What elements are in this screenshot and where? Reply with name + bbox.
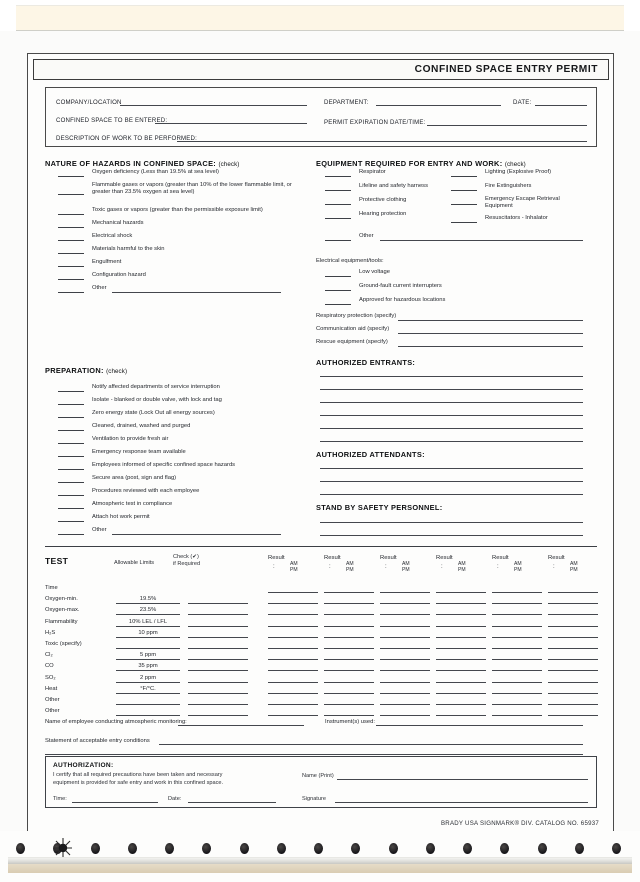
prep-label-0: Notify affected departments of service interruption xyxy=(92,384,220,390)
test-row-check-5[interactable] xyxy=(188,648,248,649)
result-header-1: Result xyxy=(324,555,341,561)
test-result-r11-c0[interactable] xyxy=(268,715,318,716)
header-info-box xyxy=(45,87,597,147)
test-result-r0-c5[interactable] xyxy=(548,592,598,593)
hazard-label-6: Engulfment xyxy=(92,259,122,265)
equipment-check-l3[interactable] xyxy=(325,218,351,219)
test-row-check-3[interactable] xyxy=(188,626,248,627)
test-result-r6-c4[interactable] xyxy=(492,659,542,660)
authorization-date-input[interactable] xyxy=(188,802,276,803)
test-result-r7-c4[interactable] xyxy=(492,670,542,671)
test-result-r9-c5[interactable] xyxy=(548,693,598,694)
label-date: DATE: xyxy=(513,99,532,106)
prep-label-7: Secure area (post, sign and flag) xyxy=(92,475,177,481)
respiratory-protection-label: Respiratory protection (specify) xyxy=(316,313,397,319)
test-result-r7-c3[interactable] xyxy=(436,670,486,671)
standby-heading: STAND BY SAFETY PERSONNEL: xyxy=(316,503,443,512)
hazard-check-1[interactable] xyxy=(58,194,84,195)
test-row-limit-2: 23.5% xyxy=(139,607,157,614)
equipment-check-r2[interactable] xyxy=(451,204,477,205)
punch-hole-12 xyxy=(463,843,472,854)
test-result-r3-c1[interactable] xyxy=(324,626,374,627)
equipment-check-r0[interactable] xyxy=(451,176,477,177)
test-result-r6-c0[interactable] xyxy=(268,659,318,660)
monitoring-employee-label: Name of employee conducting atmospheric monitoring: xyxy=(45,719,187,725)
punch-hole-10 xyxy=(389,843,398,854)
prep-label-5: Emergency response team available xyxy=(92,449,186,455)
test-row-check-10[interactable] xyxy=(188,704,248,705)
attendant-line-2[interactable] xyxy=(320,494,583,495)
monitoring-employee-input[interactable] xyxy=(178,725,304,726)
test-row-limit-7: 35 ppm xyxy=(138,663,158,670)
hazards-heading-note: (check) xyxy=(218,161,240,168)
test-row-check-8[interactable] xyxy=(188,682,248,683)
authorization-time-label: Time: xyxy=(53,796,67,802)
equipment-check-l0[interactable] xyxy=(325,176,351,177)
rescue-equipment-label: Rescue equipment (specify) xyxy=(316,339,388,345)
test-result-r2-c0[interactable] xyxy=(268,614,318,615)
result-ampm-0[interactable]: AM PM xyxy=(290,561,298,573)
prep-check-5[interactable] xyxy=(58,456,84,457)
test-result-r4-c5[interactable] xyxy=(548,637,598,638)
punch-hole-13 xyxy=(500,843,509,854)
test-result-r0-c3[interactable] xyxy=(436,592,486,593)
electrical-check-0[interactable] xyxy=(325,276,351,277)
test-result-r10-c3[interactable] xyxy=(436,704,486,705)
page-title: CONFINED SPACE ENTRY PERMIT xyxy=(414,64,598,75)
test-result-r4-c4[interactable] xyxy=(492,637,542,638)
test-row-name-11: Other xyxy=(45,708,60,715)
test-col-check-line1: Check (✔) xyxy=(173,554,199,560)
label-department: DEPARTMENT: xyxy=(324,99,369,106)
test-result-r9-c3[interactable] xyxy=(436,693,486,694)
authorization-signature-input[interactable] xyxy=(335,802,588,803)
prep-label-3: Cleaned, drained, washed and purged xyxy=(92,423,191,429)
test-result-r4-c0[interactable] xyxy=(268,637,318,638)
instruments-label: Instrument(s) used: xyxy=(325,719,375,725)
authorization-signature-label: Signature xyxy=(302,796,326,802)
punch-hole-9 xyxy=(351,843,360,854)
input-work-description[interactable] xyxy=(177,141,587,142)
test-result-r1-c0[interactable] xyxy=(268,603,318,604)
test-result-r0-c4[interactable] xyxy=(492,592,542,593)
equipment-label-l1: Lifeline and safety harness xyxy=(359,183,428,189)
equipment-check-r1[interactable] xyxy=(451,190,477,191)
test-result-r9-c4[interactable] xyxy=(492,693,542,694)
prep-check-6[interactable] xyxy=(58,469,84,470)
punch-hole-7 xyxy=(277,843,286,854)
test-result-r5-c0[interactable] xyxy=(268,648,318,649)
hazard-label-5: Materials harmful to the skin xyxy=(92,246,165,252)
test-row-name-7: CO xyxy=(45,663,54,670)
authorization-time-input[interactable] xyxy=(72,802,158,803)
test-result-r10-c4[interactable] xyxy=(492,704,542,705)
test-result-r6-c1[interactable] xyxy=(324,659,374,660)
input-date[interactable] xyxy=(535,105,587,106)
hazard-label-8: Other xyxy=(92,285,107,291)
electrical-heading: Electrical equipment/tools: xyxy=(316,258,384,264)
result-header-3: Result xyxy=(436,555,453,561)
test-row-limit-rule-4 xyxy=(116,637,180,638)
test-result-r3-c4[interactable] xyxy=(492,626,542,627)
hazards-heading xyxy=(45,159,239,168)
test-result-r7-c2[interactable] xyxy=(380,670,430,671)
punch-hole-6 xyxy=(240,843,249,854)
test-result-r9-c0[interactable] xyxy=(268,693,318,694)
authorization-heading: AUTHORIZATION: xyxy=(53,762,114,769)
statement-input-1[interactable] xyxy=(45,754,583,755)
test-result-r1-c2[interactable] xyxy=(380,603,430,604)
test-row-limit-rule-5 xyxy=(116,648,180,649)
top-cream-strip xyxy=(16,5,624,31)
test-row-limit-rule-10 xyxy=(116,704,180,705)
result-header-2: Result xyxy=(380,555,397,561)
equipment-check-other[interactable] xyxy=(325,240,351,241)
equipment-label-l3: Hearing protection xyxy=(359,211,407,217)
permit-sheet xyxy=(0,31,640,831)
test-row-limit-1: 19.5% xyxy=(139,596,157,603)
result-colon-0: : xyxy=(273,564,275,570)
result-header-4: Result xyxy=(492,555,509,561)
test-result-r11-c4[interactable] xyxy=(492,715,542,716)
result-colon-1: : xyxy=(329,564,331,570)
hazard-label-0: Oxygen deficiency (Less than 19.5% at sea level) xyxy=(92,169,219,175)
test-result-r2-c2[interactable] xyxy=(380,614,430,615)
label-confined-space: CONFINED SPACE TO BE ENTERED: xyxy=(56,117,168,124)
punch-hole-4 xyxy=(165,843,174,854)
result-ampm-5[interactable]: AM PM xyxy=(570,561,578,573)
communication-aid-input[interactable] xyxy=(398,333,583,334)
title-bar xyxy=(33,59,609,80)
electrical-label-0: Low voltage xyxy=(359,269,390,275)
test-row-name-6: Cl₂ xyxy=(45,652,53,659)
attendants-heading: AUTHORIZED ATTENDANTS: xyxy=(316,450,425,459)
punch-hole-0 xyxy=(16,843,25,854)
test-row-limit-9: °F/°C. xyxy=(140,685,156,692)
equipment-heading xyxy=(316,159,526,168)
test-result-r0-c2[interactable] xyxy=(380,592,430,593)
authorization-date-label: Date: xyxy=(168,796,182,802)
test-result-r11-c1[interactable] xyxy=(324,715,374,716)
hazard-check-0[interactable] xyxy=(58,176,84,177)
test-result-r5-c3[interactable] xyxy=(436,648,486,649)
punch-hole-5 xyxy=(202,843,211,854)
standby-line-1[interactable] xyxy=(320,535,583,536)
prep-label-11: Other xyxy=(92,527,107,533)
test-result-r2-c1[interactable] xyxy=(324,614,374,615)
test-result-r1-c1[interactable] xyxy=(324,603,374,604)
prep-label-8: Procedures reviewed with each employee xyxy=(92,488,200,494)
hazard-check-3[interactable] xyxy=(58,227,84,228)
test-result-r9-c1[interactable] xyxy=(324,693,374,694)
test-row-name-2: Oxygen-max. xyxy=(45,607,80,614)
test-result-r5-c4[interactable] xyxy=(492,648,542,649)
test-result-r6-c5[interactable] xyxy=(548,659,598,660)
test-col-check-line2: if Required xyxy=(173,561,201,567)
entrants-heading: AUTHORIZED ENTRANTS: xyxy=(316,358,416,367)
result-colon-4: : xyxy=(497,564,499,570)
test-result-r5-c5[interactable] xyxy=(548,648,598,649)
form-outer-frame xyxy=(27,53,614,838)
test-result-r2-c4[interactable] xyxy=(492,614,542,615)
hazard-label-7: Configuration hazard xyxy=(92,272,146,278)
preparation-heading-text: PREPARATION: xyxy=(45,366,104,375)
result-header-5: Result xyxy=(548,555,565,561)
equipment-check-l2[interactable] xyxy=(325,204,351,205)
test-result-r7-c5[interactable] xyxy=(548,670,598,671)
result-ampm-3[interactable]: AM PM xyxy=(458,561,466,573)
test-result-r2-c5[interactable] xyxy=(548,614,598,615)
input-confined-space[interactable] xyxy=(155,123,307,124)
entrant-line-5[interactable] xyxy=(320,441,583,442)
prep-check-2[interactable] xyxy=(58,417,84,418)
hazards-heading-text: NATURE OF HAZARDS IN CONFINED SPACE: xyxy=(45,159,217,168)
result-ampm-1[interactable]: AM PM xyxy=(346,561,354,573)
test-row-name-8: SO₂ xyxy=(45,674,56,681)
equipment-heading-text: EQUIPMENT REQUIRED FOR ENTRY AND WORK: xyxy=(316,159,503,168)
test-row-name-3: Flammability xyxy=(45,618,78,625)
test-result-r8-c4[interactable] xyxy=(492,682,542,683)
test-result-r11-c5[interactable] xyxy=(548,715,598,716)
test-result-r8-c5[interactable] xyxy=(548,682,598,683)
input-department[interactable] xyxy=(376,105,501,106)
test-row-limit-rule-1 xyxy=(116,603,180,604)
test-row-limit-3: 10% LEL / LFL xyxy=(128,618,168,625)
test-row-limit-rule-2 xyxy=(116,614,180,615)
test-result-r2-c3[interactable] xyxy=(436,614,486,615)
authorization-box xyxy=(45,756,597,808)
hazard-check-2[interactable] xyxy=(58,214,84,215)
preparation-heading-note: (check) xyxy=(106,368,128,375)
attendant-line-0[interactable] xyxy=(320,468,583,469)
equipment-check-l1[interactable] xyxy=(325,190,351,191)
punch-hole-2 xyxy=(91,843,100,854)
result-colon-2: : xyxy=(385,564,387,570)
input-company-location[interactable] xyxy=(120,105,307,106)
communication-aid-label: Communication aid (specify) xyxy=(316,326,390,332)
equipment-label-other: Other xyxy=(359,233,374,239)
prep-check-10[interactable] xyxy=(58,521,84,522)
test-result-r4-c3[interactable] xyxy=(436,637,486,638)
test-result-r3-c5[interactable] xyxy=(548,626,598,627)
test-result-r1-c5[interactable] xyxy=(548,603,598,604)
punch-hole-3 xyxy=(128,843,137,854)
hazard-label-4: Electrical shock xyxy=(92,233,133,239)
prep-other-input[interactable] xyxy=(112,534,281,535)
test-row-limit-rule-6 xyxy=(116,659,180,660)
electrical-label-1: Ground-fault current interrupters xyxy=(359,283,442,289)
entrant-line-2[interactable] xyxy=(320,402,583,403)
prep-label-1: Isolate - blanked or double valve, with lock and tag xyxy=(92,397,222,403)
test-section-divider xyxy=(45,546,597,547)
equipment-label-r2: Emergency Escape Retrieval Equipment xyxy=(485,196,560,210)
test-row-check-2[interactable] xyxy=(188,614,248,615)
prep-check-11[interactable] xyxy=(58,534,84,535)
test-result-r6-c2[interactable] xyxy=(380,659,430,660)
punch-hole-15 xyxy=(575,843,584,854)
test-result-r8-c3[interactable] xyxy=(436,682,486,683)
test-row-limit-rule-8 xyxy=(116,682,180,683)
brady-catalog-footer: BRADY USA SIGNMARK® DIV. CATALOG NO. 65937 xyxy=(440,820,599,827)
test-result-r6-c3[interactable] xyxy=(436,659,486,660)
test-row-check-9[interactable] xyxy=(188,693,248,694)
test-col-allowable-limits: Allowable Limits xyxy=(114,560,155,566)
entrant-line-0[interactable] xyxy=(320,376,583,377)
prep-label-10: Attach hot work permit xyxy=(92,514,150,520)
test-row-limit-rule-11 xyxy=(116,715,180,716)
test-result-r4-c2[interactable] xyxy=(380,637,430,638)
hazard-other-input[interactable] xyxy=(112,292,281,293)
test-row-limit-rule-3 xyxy=(116,626,180,627)
prep-check-3[interactable] xyxy=(58,430,84,431)
test-result-r4-c1[interactable] xyxy=(324,637,374,638)
test-result-r11-c2[interactable] xyxy=(380,715,430,716)
test-result-r7-c1[interactable] xyxy=(324,670,374,671)
electrical-check-1[interactable] xyxy=(325,290,351,291)
prep-check-8[interactable] xyxy=(58,495,84,496)
result-ampm-4[interactable]: AM PM xyxy=(514,561,522,573)
test-row-check-1[interactable] xyxy=(188,603,248,604)
hazard-label-1: Flammable gases or vapors (greater than 10% of the lower flammable limit, or greater than 23.5% oxygen at sea level) xyxy=(92,182,292,196)
label-work-description: DESCRIPTION OF WORK TO BE PERFORMED: xyxy=(56,135,198,142)
test-result-r8-c2[interactable] xyxy=(380,682,430,683)
prep-label-6: Employees informed of specific confined space hazards xyxy=(92,462,236,468)
rescue-equipment-input[interactable] xyxy=(398,346,583,347)
test-row-name-1: Oxygen-min. xyxy=(45,596,78,603)
test-result-r0-c1[interactable] xyxy=(324,592,374,593)
prep-label-9: Atmospheric test in compliance xyxy=(92,501,173,507)
hazard-check-6[interactable] xyxy=(58,266,84,267)
input-permit-expiration[interactable] xyxy=(427,125,587,126)
prep-check-4[interactable] xyxy=(58,443,84,444)
punch-hole-16 xyxy=(612,843,621,854)
prep-check-7[interactable] xyxy=(58,482,84,483)
test-row-limit-4: 10 ppm xyxy=(138,629,158,636)
punch-hole-11 xyxy=(426,843,435,854)
prep-check-0[interactable] xyxy=(58,391,84,392)
test-result-r5-c1[interactable] xyxy=(324,648,374,649)
test-row-name-0: Time xyxy=(45,585,58,591)
hazard-check-7[interactable] xyxy=(58,279,84,280)
test-result-r8-c0[interactable] xyxy=(268,682,318,683)
prep-label-4: Ventilation to provide fresh air xyxy=(92,436,169,442)
prep-check-1[interactable] xyxy=(58,404,84,405)
equipment-label-r3: Resuscitators - Inhalator xyxy=(485,215,548,221)
test-result-r1-c3[interactable] xyxy=(436,603,486,604)
standby-line-0[interactable] xyxy=(320,522,583,523)
hazard-label-3: Mechanical hazards xyxy=(92,220,144,226)
authorization-certify-line2: equipment is provided for safe entry and work in this confined space. xyxy=(53,780,224,786)
electrical-check-2[interactable] xyxy=(325,304,351,305)
test-row-name-10: Other xyxy=(45,697,60,703)
test-result-r3-c0[interactable] xyxy=(268,626,318,627)
test-row-check-4[interactable] xyxy=(188,637,248,638)
hazard-check-4[interactable] xyxy=(58,240,84,241)
test-row-check-6[interactable] xyxy=(188,659,248,660)
equipment-heading-note: (check) xyxy=(504,161,526,168)
test-row-limit-rule-7 xyxy=(116,670,180,671)
test-table-heading: TEST xyxy=(45,556,69,566)
preparation-heading xyxy=(45,366,127,375)
test-result-r0-c0[interactable] xyxy=(268,592,318,593)
staple-icon xyxy=(52,837,74,859)
test-result-r10-c0[interactable] xyxy=(268,704,318,705)
result-header-0: Result xyxy=(268,555,285,561)
authorization-name-input[interactable] xyxy=(337,779,588,780)
result-ampm-2[interactable]: AM PM xyxy=(402,561,410,573)
test-row-name-5: Toxic (specify) xyxy=(45,641,82,647)
authorization-certify-line1: I certify that all required precautions have been taken and necessary xyxy=(53,772,223,778)
equipment-label-r1: Fire Extinguishers xyxy=(485,183,532,189)
test-result-r10-c2[interactable] xyxy=(380,704,430,705)
equipment-other-input[interactable] xyxy=(380,240,583,241)
entrant-line-1[interactable] xyxy=(320,389,583,390)
test-row-check-11[interactable] xyxy=(188,715,248,716)
test-result-r1-c4[interactable] xyxy=(492,603,542,604)
entrant-line-3[interactable] xyxy=(320,415,583,416)
equipment-check-r3[interactable] xyxy=(451,222,477,223)
equipment-label-r0: Lighting (Explosive Proof) xyxy=(485,169,552,175)
test-result-r10-c5[interactable] xyxy=(548,704,598,705)
test-row-name-4: H₂S xyxy=(45,629,56,636)
prep-label-2: Zero energy state (Lock Out all energy sources) xyxy=(92,410,215,416)
attendant-line-1[interactable] xyxy=(320,481,583,482)
test-result-r9-c2[interactable] xyxy=(380,693,430,694)
test-result-r5-c2[interactable] xyxy=(380,648,430,649)
label-company-location: COMPANY/LOCATION xyxy=(56,99,122,106)
entrant-line-4[interactable] xyxy=(320,428,583,429)
test-row-limit-rule-9 xyxy=(116,693,180,694)
test-result-r10-c1[interactable] xyxy=(324,704,374,705)
punch-hole-8 xyxy=(314,843,323,854)
test-row-check-7[interactable] xyxy=(188,670,248,671)
prep-check-9[interactable] xyxy=(58,508,84,509)
result-colon-5: : xyxy=(553,564,555,570)
statement-label: Statement of acceptable entry conditions xyxy=(45,738,150,744)
test-result-r3-c3[interactable] xyxy=(436,626,486,627)
test-result-r7-c0[interactable] xyxy=(268,670,318,671)
equipment-label-l2: Protective clothing xyxy=(359,197,407,203)
electrical-label-2: Approved for hazardous locations xyxy=(359,297,446,303)
equipment-label-l0: Respirator xyxy=(359,169,386,175)
hazard-check-5[interactable] xyxy=(58,253,84,254)
hazard-check-8[interactable] xyxy=(58,292,84,293)
punch-hole-14 xyxy=(538,843,547,854)
test-result-r11-c3[interactable] xyxy=(436,715,486,716)
result-colon-3: : xyxy=(441,564,443,570)
test-result-r8-c1[interactable] xyxy=(324,682,374,683)
instruments-input[interactable] xyxy=(376,725,583,726)
authorization-name-label: Name (Print) xyxy=(302,773,334,779)
test-row-name-9: Heat xyxy=(45,685,58,692)
respiratory-protection-input[interactable] xyxy=(398,320,583,321)
test-row-limit-8: 2 ppm xyxy=(139,674,157,681)
test-result-r3-c2[interactable] xyxy=(380,626,430,627)
hazard-label-2: Toxic gases or vapors (greater than the permissible exposure limit) xyxy=(92,207,263,213)
label-permit-expiration: PERMIT EXPIRATION DATE/TIME: xyxy=(324,119,426,126)
test-row-limit-6: 5 ppm xyxy=(139,652,157,659)
statement-input-0[interactable] xyxy=(159,744,583,745)
binding-edge xyxy=(0,831,640,882)
